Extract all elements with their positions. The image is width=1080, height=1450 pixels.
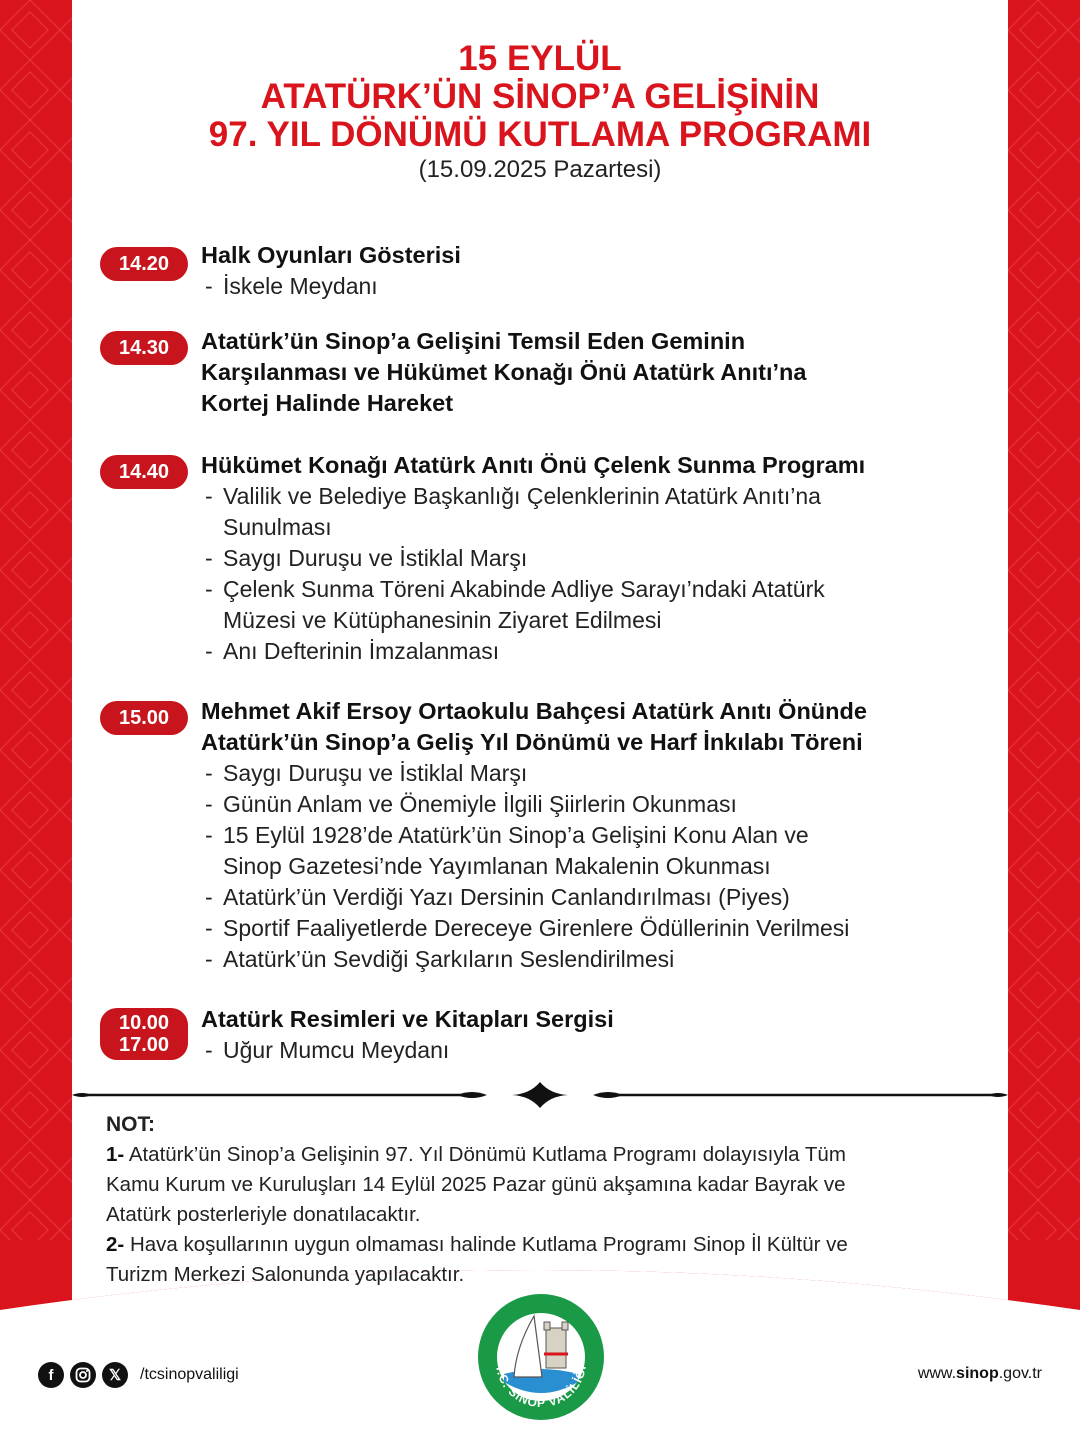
- time-badge: 14.20: [100, 247, 188, 281]
- item-title-line: Mehmet Akif Ersoy Ortaokulu Bahçesi Atatürk Anıtı Önünde: [201, 698, 867, 724]
- item-title-line: Kortej Halinde Hareket: [201, 390, 454, 416]
- time-badge: 14.30: [100, 331, 188, 365]
- notes-section: [106, 1110, 986, 1290]
- item-title: Atatürk Resimleri ve Kitapları Sergisi: [201, 1006, 614, 1032]
- social-links: [38, 1360, 239, 1390]
- sinop-valiligi-logo: [476, 1292, 606, 1422]
- title-line-3: 97. YIL DÖNÜMÜ KUTLAMA PROGRAMI: [208, 115, 872, 154]
- time-badge: 15.00: [100, 701, 188, 735]
- item-detail: - Günün Anlam ve Önemiyle İlgili Şiirlerin Okunması: [205, 791, 737, 817]
- instagram-icon[interactable]: [70, 1362, 96, 1388]
- time-badge: 14.40: [100, 455, 188, 489]
- time-end: 17.00: [118, 1034, 170, 1056]
- item-detail: - 15 Eylül 1928’de Atatürk’ün Sinop’a Gelişini Konu Alan ve Sinop Gazetesi’nde Yayımlanan Makalenin Okunması: [205, 822, 809, 879]
- item-detail: - Valilik ve Belediye Başkanlığı Çelenklerinin Atatürk Anıtı’na Sunulması: [205, 483, 821, 540]
- item-detail: - Saygı Duruşu ve İstiklal Marşı: [205, 760, 528, 786]
- item-detail: - Sportif Faaliyetlerde Dereceye Girenlere Ödüllerinin Verilmesi: [205, 915, 850, 941]
- item-title: Halk Oyunları Gösterisi: [201, 242, 461, 268]
- x-icon[interactable]: 𝕏: [102, 1362, 128, 1388]
- svg-text:T.C. SİNOP VALİLİĞİ: T.C. SİNOP VALİLİĞİ: [493, 1363, 589, 1411]
- note-1: 1- Atatürk’ün Sinop’a Gelişinin 97. Yıl Dönümü Kutlama Programı dolayısıyla Tüm Kamu Kurum ve Kuruluşları 14 Eylül 2025 Pazar günü akşamına kadar Bayrak ve Atatürk posterleriyle donatılacaktır.: [106, 1143, 846, 1226]
- item-detail: - Anı Defterinin İmzalanması: [205, 638, 500, 664]
- time-badge: [100, 1008, 188, 1060]
- ornament-divider: [72, 1078, 1008, 1112]
- item-detail: - Uğur Mumcu Meydanı: [205, 1037, 450, 1063]
- item-detail: - Çelenk Sunma Töreni Akabinde Adliye Sarayı’ndaki Atatürk Müzesi ve Kütüphanesinin Ziyaret Edilmesi: [205, 576, 825, 633]
- time-start: 10.00: [118, 1012, 170, 1034]
- website-link[interactable]: www.sinop.gov.tr: [917, 1365, 1042, 1382]
- right-red-band: [1008, 0, 1080, 1310]
- social-handle[interactable]: /tcsinopvaliligi: [140, 1366, 239, 1383]
- title-line-1: 15 EYLÜL: [458, 39, 622, 78]
- left-red-band: [0, 0, 72, 1310]
- program-date: (15.09.2025 Pazartesi): [418, 156, 662, 183]
- item-title-line: Karşılanması ve Hükümet Konağı Önü Atatürk Anıtı’na: [201, 359, 807, 385]
- item-title-line: Atatürk’ün Sinop’a Geliş Yıl Dönümü ve Harf İnkılabı Töreni: [201, 729, 863, 755]
- facebook-icon[interactable]: f: [38, 1362, 64, 1388]
- page-title: [72, 40, 1008, 154]
- item-title: Hükümet Konağı Atatürk Anıtı Önü Çelenk Sunma Programı: [201, 452, 866, 478]
- item-detail: - Atatürk’ün Verdiği Yazı Dersinin Canlandırılması (Piyes): [205, 884, 790, 910]
- item-detail: - Atatürk’ün Sevdiği Şarkıların Seslendirilmesi: [205, 946, 675, 972]
- note-2: 2- Hava koşullarının uygun olmaması halinde Kutlama Programı Sinop İl Kültür ve Turizm Merkezi Salonunda yapılacaktır.: [106, 1233, 848, 1286]
- title-line-2: ATATÜRK’ÜN SİNOP’A GELİŞİNİN: [260, 77, 820, 116]
- item-detail: - Saygı Duruşu ve İstiklal Marşı: [205, 545, 528, 571]
- item-title-line: Atatürk’ün Sinop’a Gelişini Temsil Eden Geminin: [201, 328, 746, 354]
- item-detail: - İskele Meydanı: [205, 273, 378, 299]
- notes-title: NOT:: [106, 1113, 155, 1136]
